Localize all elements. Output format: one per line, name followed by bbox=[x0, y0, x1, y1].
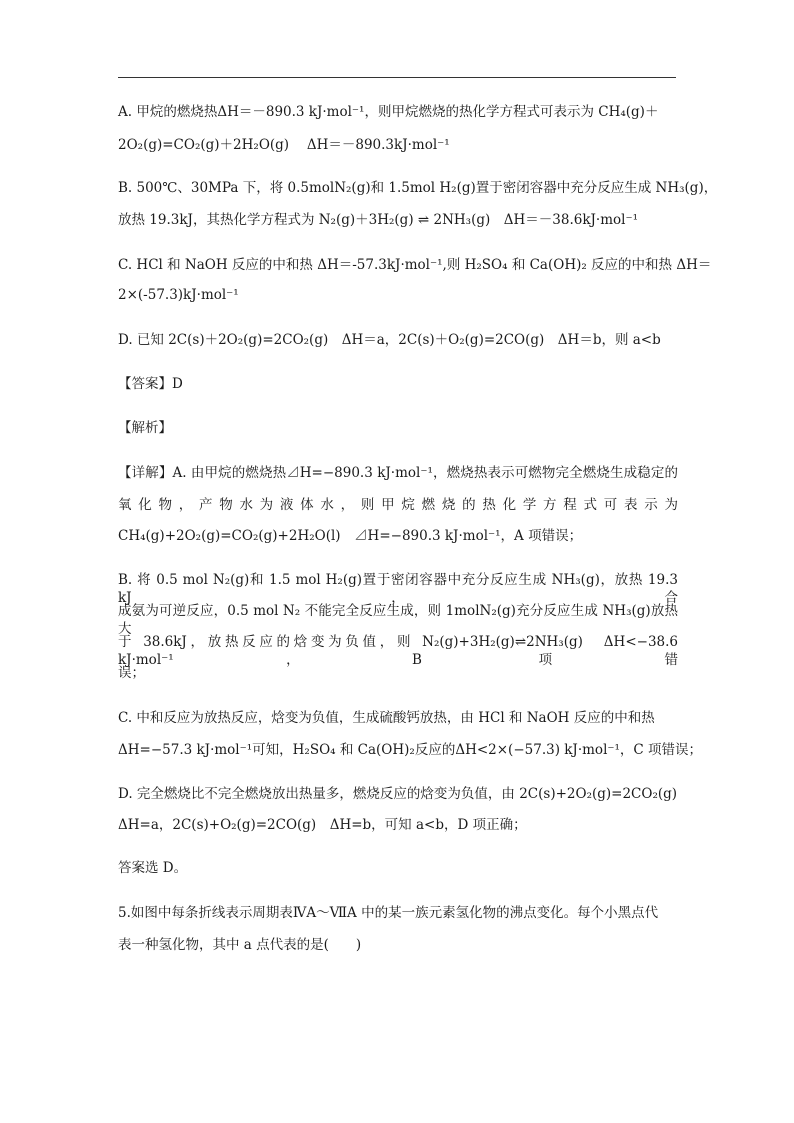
option-c-line-2: 2×(-57.3)kJ·mol⁻¹ bbox=[118, 287, 239, 303]
option-b-line-2: 放热 19.3kJ，其热化学方程式为 N₂(g)＋3H₂(g) ⇌ 2NH₃(g) ΔH＝－38.6kJ·mol⁻¹ bbox=[118, 212, 638, 228]
header-rule bbox=[118, 77, 676, 78]
detail-b-line-2: 成氨为可逆反应，0.5 mol N₂ 不能完全反应生成，则 1molN₂(g)充分反应生成 NH₃(g)放热大 bbox=[118, 603, 678, 637]
detail-b-line-3: 于 38.6kJ，放热反应的焓变为负值，则 N₂(g)+3H₂(g)⇌2NH₃(g) ΔH<−38.6 kJ·mol⁻¹，B 项错 bbox=[118, 634, 678, 668]
detail-b-line-1: B. 将 0.5 mol N₂(g)和 1.5 mol H₂(g)置于密闭容器中充分反应生成 NH₃(g)，放热 19.3 kJ，合 bbox=[118, 572, 678, 606]
question-5-line-1: 5.如图中每条折线表示周期表ⅣA～ⅦA 中的某一族元素氢化物的沸点变化。每个小黑点代 bbox=[118, 905, 659, 921]
detail-d-line-1: D. 完全燃烧比不完全燃烧放出热量多，燃烧反应的焓变为负值，由 2C(s)+2O₂(g)=2CO₂(g) bbox=[118, 786, 678, 802]
final-answer: 答案选 D。 bbox=[118, 860, 188, 876]
question-5-line-2: 表一种氢化物，其中 a 点代表的是( ) bbox=[118, 937, 362, 953]
option-b-line-1: B. 500℃、30MPa 下，将 0.5molN₂(g)和 1.5mol H₂(g)置于密闭容器中充分反应生成 NH₃(g)， bbox=[118, 180, 718, 196]
detail-b-line-4: 误； bbox=[118, 665, 145, 681]
detail-c-line-2: ΔH=−57.3 kJ·mol⁻¹可知，H₂SO₄ 和 Ca(OH)₂反应的ΔH<2×(−57.3) kJ·mol⁻¹，C 项错误； bbox=[118, 742, 703, 758]
detail-d-line-2: ΔH=a，2C(s)+O₂(g)=2CO(g) ΔH=b，可知 a<b，D 项正确； bbox=[118, 817, 527, 833]
answer-label: 【答案】D bbox=[118, 376, 183, 392]
detail-c-line-1: C. 中和反应为放热反应，焓变为负值，生成硫酸钙放热，由 HCl 和 NaOH 反应的中和热 bbox=[118, 710, 655, 726]
detail-a-line-2: 氧化物，产物水为液体水，则甲烷燃烧的热化学方程式可表示为 bbox=[118, 497, 678, 513]
detail-a-line-1: 【详解】A. 由甲烷的燃烧热⊿H=−890.3 kJ·mol⁻¹，燃烧热表示可燃物完全燃烧生成稳定的 bbox=[118, 465, 678, 481]
option-d-line: D. 已知 2C(s)＋2O₂(g)=2CO₂(g) ΔH＝a，2C(s)＋O₂(g)=2CO(g) ΔH＝b，则 a<b bbox=[118, 332, 661, 348]
analysis-heading: 【解析】 bbox=[118, 420, 172, 436]
option-c-line-1: C. HCl 和 NaOH 反应的中和热 ΔH＝-57.3kJ·mol⁻¹,则 H₂SO₄ 和 Ca(OH)₂ 反应的中和热 ΔH＝ bbox=[118, 257, 712, 273]
option-a-line-2: 2O₂(g)=CO₂(g)＋2H₂O(g) ΔH＝－890.3kJ·mol⁻¹ bbox=[118, 137, 450, 153]
option-a-line-1: A. 甲烷的燃烧热ΔH＝－890.3 kJ·mol⁻¹，则甲烷燃烧的热化学方程式可表示为 CH₄(g)＋ bbox=[118, 104, 659, 120]
detail-a-line-3: CH₄(g)+2O₂(g)=CO₂(g)+2H₂O(l) ⊿H=−890.3 kJ·mol⁻¹，A 项错误； bbox=[118, 528, 583, 544]
